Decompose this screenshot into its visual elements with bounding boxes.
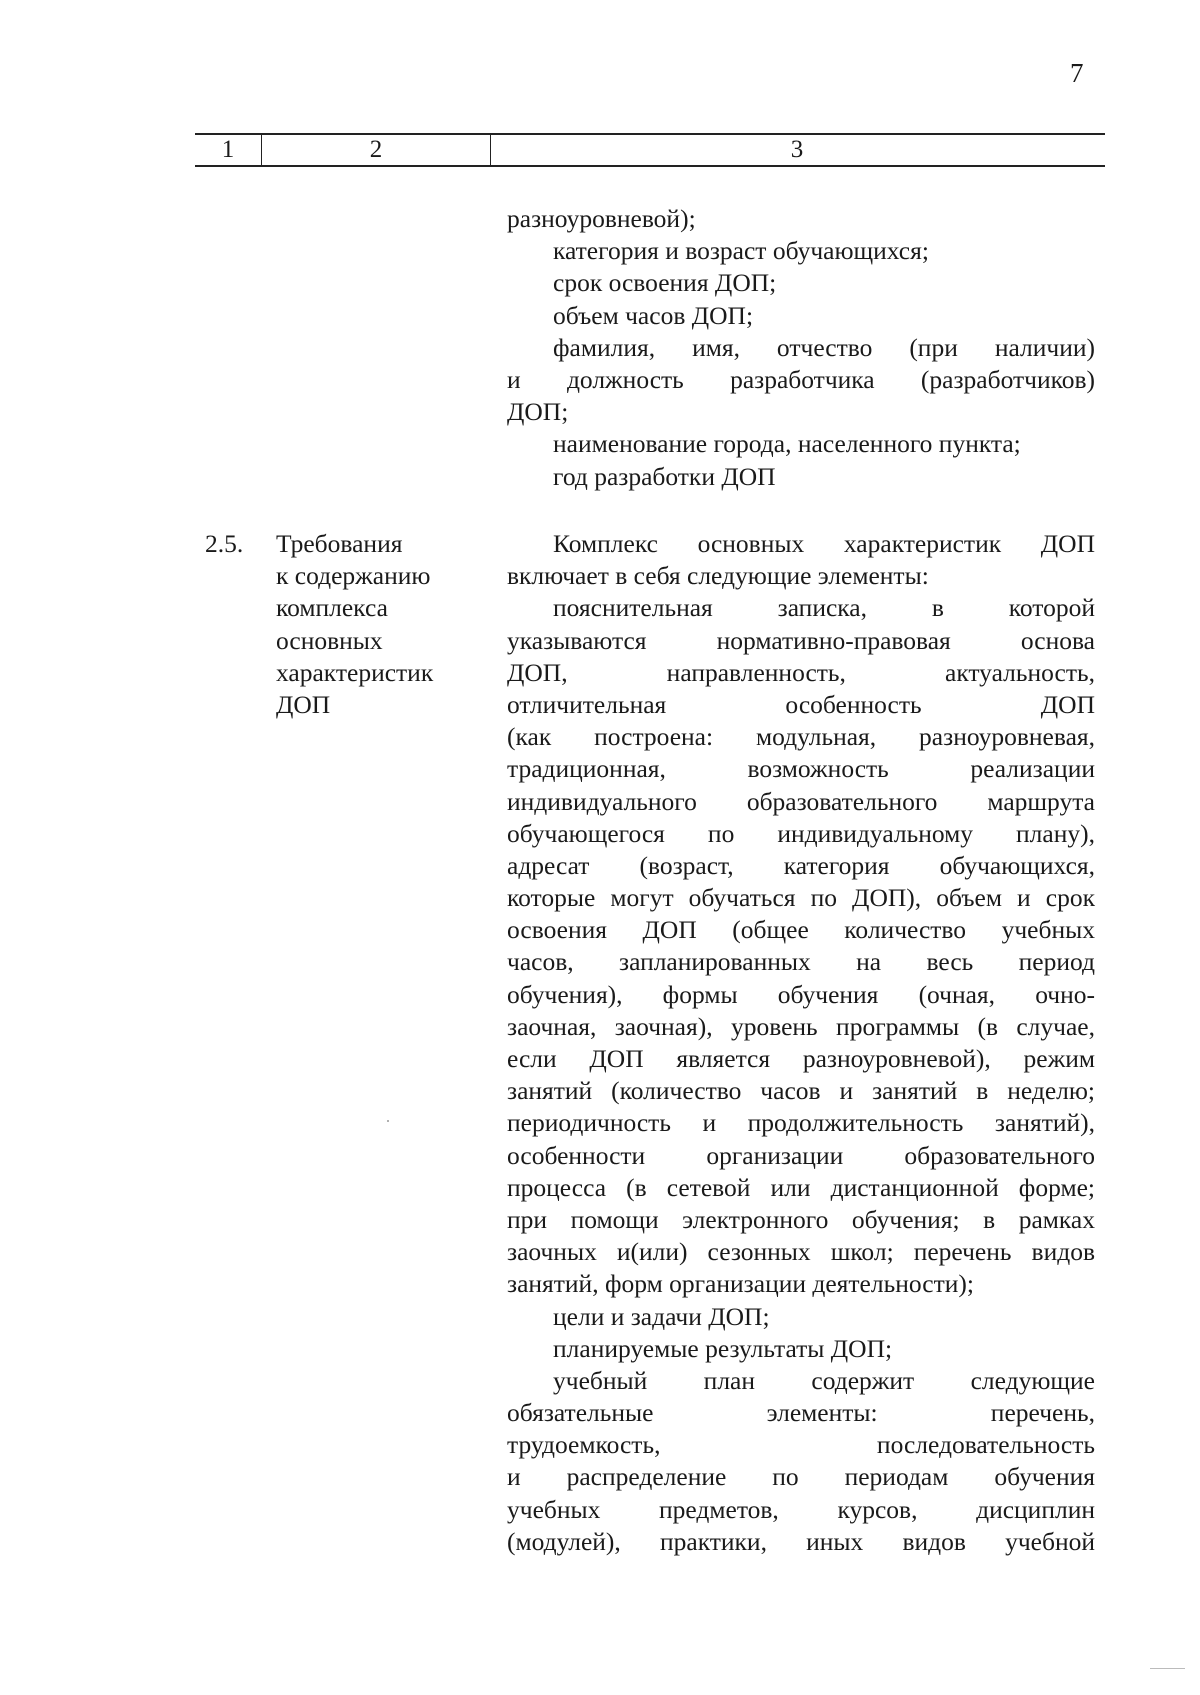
title-line: к содержанию xyxy=(276,561,431,591)
text-line: обучения), формы обучения (очная, очно- xyxy=(507,979,1095,1009)
title-line: характеристик xyxy=(276,657,434,687)
text-line: при помощи электронного обучения; в рамках xyxy=(507,1204,1095,1234)
text-line: ДОП, направленность, актуальность, xyxy=(507,657,1095,687)
text-line: и должность разработчика (разработчиков) xyxy=(507,364,1095,394)
text-line: отличительная особенность ДОП xyxy=(507,689,1095,719)
text-line: фамилия, имя, отчество (при наличии) xyxy=(553,332,1095,362)
text-line: наименование города, населенного пункта; xyxy=(553,429,1021,459)
text-line: периодичность и продолжительность занятий), xyxy=(507,1108,1095,1138)
text-line: особенности организации образовательного xyxy=(507,1140,1095,1170)
text-line: учебных предметов, курсов, дисциплин xyxy=(507,1494,1095,1524)
continuation-block xyxy=(507,203,1095,493)
text-line: традиционная, возможность реализации xyxy=(507,754,1095,784)
text-line: занятий (количество часов и занятий в неделю; xyxy=(507,1076,1095,1106)
title-line: комплекса xyxy=(276,593,388,623)
text-line: указываются нормативно-правовая основа xyxy=(507,625,1095,655)
text-line: индивидуального образовательного маршрута xyxy=(507,786,1095,816)
header-col-2: 2 xyxy=(261,135,491,165)
text-line: освоения ДОП (общее количество учебных xyxy=(507,915,1095,945)
header-col-3: 3 xyxy=(790,136,804,163)
text-line: трудоемкость, последовательность xyxy=(507,1430,1095,1460)
text-line: заочная, заочная), уровень программы (в случае, xyxy=(507,1011,1095,1041)
text-line: процесса (в сетевой или дистанционной форме; xyxy=(507,1172,1095,1202)
text-line: разноуровневой); xyxy=(507,204,696,233)
text-line: обязательные элементы: перечень, xyxy=(507,1398,1095,1428)
text-line: срок освоения ДОП; xyxy=(553,268,777,298)
edge-rule xyxy=(1150,1668,1185,1669)
scan-speck xyxy=(387,1120,389,1122)
section-content xyxy=(507,528,1095,1558)
text-line: цели и задачи ДОП; xyxy=(553,1301,770,1331)
text-line: пояснительная записка, в которой xyxy=(553,593,1095,623)
text-line: (модулей), практики, иных видов учебной xyxy=(507,1526,1095,1556)
text-line: часов, запланированных на весь период xyxy=(507,947,1095,977)
text-line: ДОП; xyxy=(507,397,569,427)
text-line: если ДОП является разноуровневой), режим xyxy=(507,1044,1095,1073)
text-line: (как построена: модульная, разноуровневая, xyxy=(507,722,1095,752)
text-line: учебный план содержит следующие xyxy=(553,1365,1095,1395)
section-title xyxy=(276,528,476,721)
text-line: Комплекс основных характеристик ДОП xyxy=(553,529,1095,558)
text-line: заочных и(или) сезонных школ; перечень видов xyxy=(507,1237,1095,1267)
text-line: занятий, форм организации деятельности); xyxy=(507,1269,974,1299)
text-line: обучающегося по индивидуальному плану), xyxy=(507,818,1095,848)
table-header-row xyxy=(195,133,1105,167)
header-col-1: 1 xyxy=(221,136,235,163)
text-line: и распределение по периодам обучения xyxy=(507,1462,1095,1492)
title-line: ДОП xyxy=(276,690,331,720)
text-line: год разработки ДОП xyxy=(553,461,776,491)
text-line: адресат (возраст, категория обучающихся, xyxy=(507,850,1095,880)
title-line: Требования xyxy=(276,529,403,558)
text-line: объем часов ДОП; xyxy=(553,300,754,330)
title-line: основных xyxy=(276,625,383,655)
text-line: включает в себя следующие элементы: xyxy=(507,561,929,591)
text-line: категория и возраст обучающихся; xyxy=(553,236,929,266)
text-line: планируемые результаты ДОП; xyxy=(553,1333,893,1363)
page-number: 7 xyxy=(1070,58,1084,88)
text-line: которые могут обучаться по ДОП), объем и срок xyxy=(507,883,1095,913)
section-number: 2.5. xyxy=(205,529,244,558)
